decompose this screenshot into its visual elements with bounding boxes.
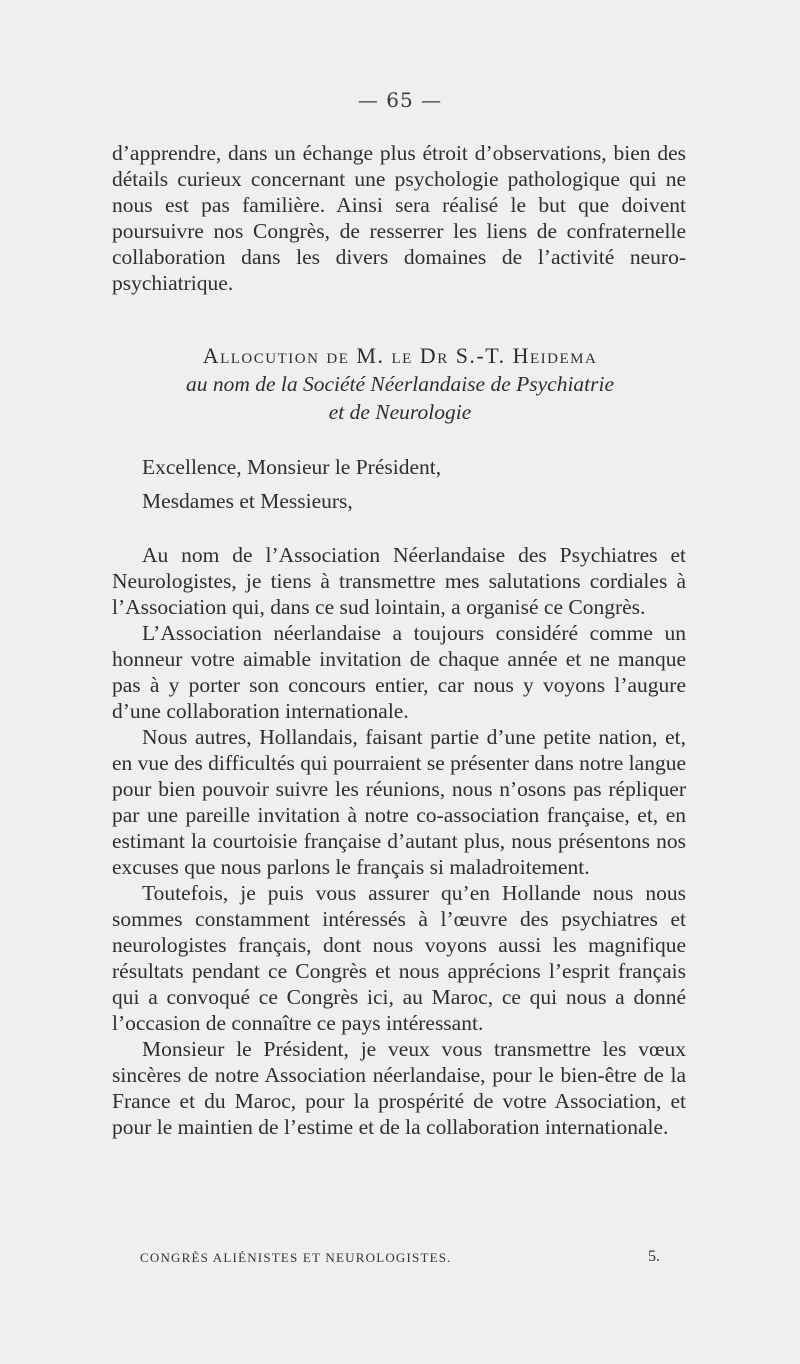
signature-mark: 5. (648, 1248, 660, 1265)
speech-subtitle-line1: au nom de la Société Néerlandaise de Psychiatrie (185, 372, 615, 396)
speech-heading (0, 342, 800, 426)
speech-title: Allocution de M. le Dr S.-T. Heidema (202, 343, 598, 368)
body-paragraph: L’Association néerlandaise a toujours considéré comme un honneur votre aimable invitation de chaque année et ne manque pas à y porter son concours entier, car nous y voyons l’augure d’une collaboration internationale. (112, 621, 686, 723)
speech-body (112, 542, 686, 1140)
greeting-line2: Mesdames et Messieurs, (142, 489, 353, 513)
body-paragraph: Monsieur le Président, je veux vous transmettre les vœux sincères de notre Association néerlandaise, pour le bien-être de la France et du Maroc, pour la prospérité de votre Association, et pour le maintien de l’estime et de la collaboration internationale. (112, 1037, 686, 1139)
intro-paragraph-block (112, 140, 686, 296)
body-paragraph: Toutefois, je puis vous assurer qu’en Hollande nous nous sommes constamment intéressés à l’œuvre des psychiatres et neurologistes français, dont nous voyons aussi les magnifique résultats pendant ce Congrès et nous apprécions l’esprit français qui a convoqué ce Congrès ici, au Maroc, ce qui nous a donné l’occasion de connaître ce pays intéressant. (112, 881, 686, 1035)
intro-paragraph: d’apprendre, dans un échange plus étroit d’observations, bien des détails curieux concernant une psychologie pathologique qui ne nous est pas familière. Ainsi sera réalisé le but que doivent poursuivre nos Congrès, de resserrer les liens de confraternelle collaboration dans les divers domaines de l’activité neuro-psychiatrique. (112, 141, 686, 295)
body-paragraph: Au nom de l’Association Néerlandaise des Psychiatres et Neurologistes, je tiens à transmettre mes salutations cordiales à l’Association qui, dans ce sud lointain, a organisé ce Congrès. (112, 543, 686, 619)
body-paragraph: Nous autres, Hollandais, faisant partie d’une petite nation, et, en vue des difficultés qui pourraient se présenter dans notre langue pour bien pouvoir suivre les réunions, nous n’osons pas répliquer par une pareille invitation à notre co-association française, et, en estimant la courtoisie française d’autant plus, nous présentons nos excuses que nous parlons le français si maladroitement. (112, 725, 686, 879)
greeting-block (112, 450, 686, 518)
greeting-line1: Excellence, Monsieur le Président, (142, 455, 442, 479)
running-title: CONGRÈS ALIÉNISTES ET NEUROLOGISTES. (140, 1250, 452, 1265)
page-number: — 65 — (357, 88, 443, 112)
page-footer (140, 1250, 660, 1266)
speech-subtitle-line2: et de Neurologie (328, 400, 472, 424)
